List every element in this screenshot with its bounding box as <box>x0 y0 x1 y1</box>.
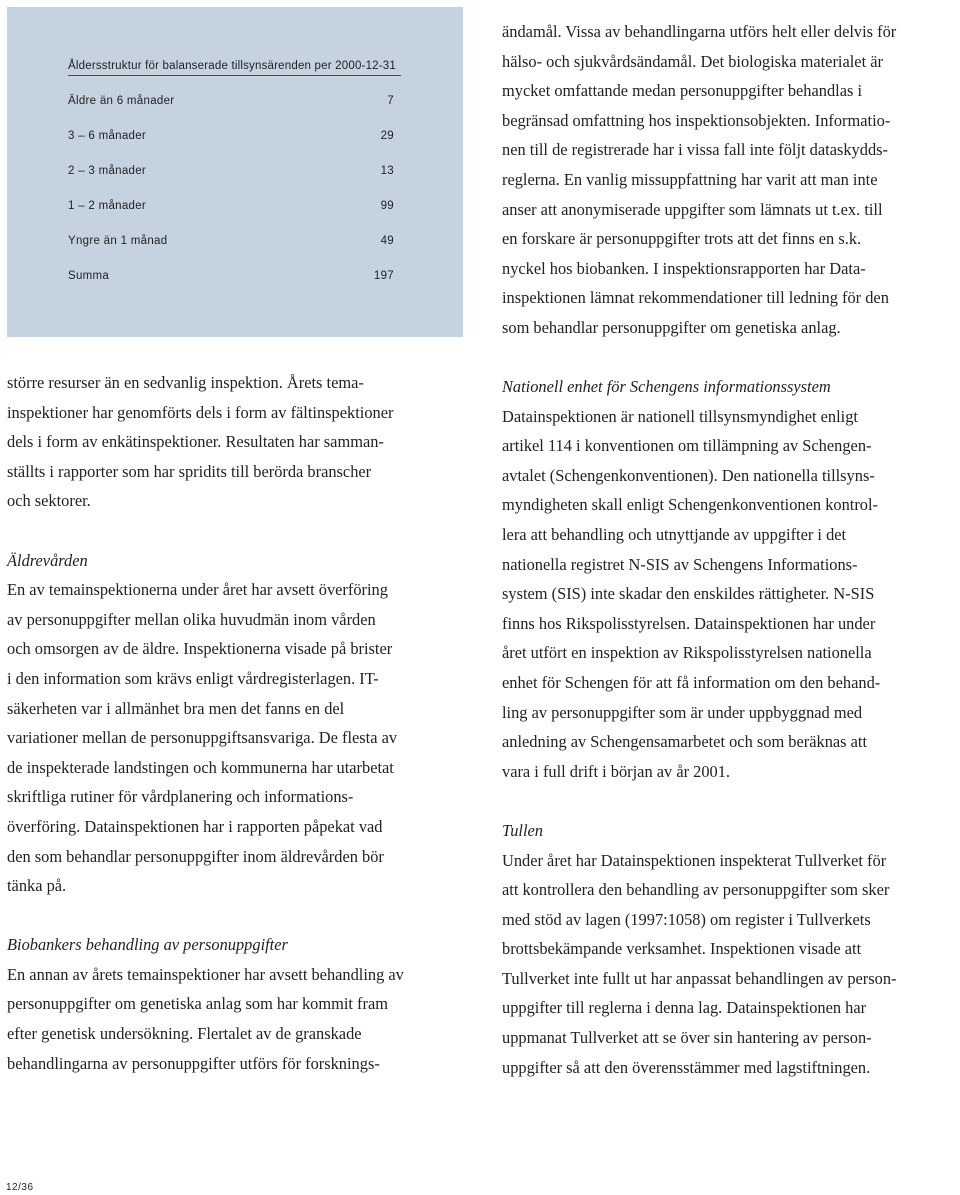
text-line: uppmanat Tullverket att se över sin hantering av person- <box>502 1028 872 1048</box>
text-line: behandlingarna av personuppgifter utförs för forsknings- <box>7 1053 380 1073</box>
age-row-value: 13 <box>380 165 394 177</box>
age-row-value: 49 <box>380 235 394 247</box>
text-line: en forskare är personuppgifter trots att det finns en s.k. <box>502 229 862 249</box>
age-row <box>68 165 394 181</box>
text-line: och omsorgen av de äldre. Inspektionerna visade på brister <box>7 639 393 659</box>
text-line: efter genetisk undersökning. Flertalet av de granskade <box>7 1024 362 1044</box>
text-line: Tullverket inte fullt ut har anpassat behandlingen av person- <box>502 968 897 988</box>
age-row-label: 2 – 3 månader <box>68 165 147 177</box>
text-line: dels i form av enkätinspektioner. Resultaten har samman- <box>7 432 384 452</box>
text-line: av personuppgifter mellan olika huvudmän inom vården <box>7 609 376 629</box>
age-row-value: 29 <box>380 130 394 142</box>
text-line: Under året har Datainspektionen inspekterat Tullverket för <box>502 850 887 870</box>
text-line: nationella registret N-SIS av Schengens Informations- <box>502 554 858 574</box>
text-line: med stöd av lagen (1997:1058) om register i Tullverkets <box>502 909 871 929</box>
text-line: hälso- och sjukvårdsändamål. Det biologiska materialet är <box>502 51 883 71</box>
text-line: och sektorer. <box>7 491 91 511</box>
text-line: de inspekterade landstingen och kommunerna har utarbetat <box>7 757 394 777</box>
text-line: En av temainspektionerna under året har avsett överföring <box>7 580 388 600</box>
text-line: variationer mellan de personuppgiftsansvariga. De flesta av <box>7 728 398 748</box>
age-row <box>68 95 394 111</box>
text-line: personuppgifter om genetiska anlag som har kommit fram <box>7 994 388 1014</box>
section-heading-biobanker: Biobankers behandling av personuppgifter <box>7 935 288 955</box>
age-row <box>68 235 394 251</box>
section-heading-aldrevarden: Äldrevården <box>7 550 88 570</box>
text-line: ändamål. Vissa av behandlingarna utförs helt eller delvis för <box>502 22 897 41</box>
text-line: anser att anonymiserade uppgifter som lämnats ut t.ex. till <box>502 199 883 219</box>
age-row-label: Äldre än 6 månader <box>68 95 175 107</box>
text-line: att kontrollera den behandling av personuppgifter som sker <box>502 880 890 900</box>
text-line: system (SIS) inte skadar den enskildes rättigheter. N-SIS <box>502 584 875 604</box>
age-row-label: Yngre än 1 månad <box>68 235 168 247</box>
text-line: inspektioner har genomförts dels i form av fältinspektioner <box>7 402 394 422</box>
text-line: som behandlar personuppgifter om genetiska anlag. <box>502 317 841 337</box>
age-row-value: 197 <box>373 270 394 282</box>
text-line: vara i full drift i början av år 2001. <box>502 761 731 781</box>
age-structure-table <box>7 7 463 337</box>
text-line: tänka på. <box>7 876 67 896</box>
age-row-label: 1 – 2 månader <box>68 200 147 212</box>
text-line: artikel 114 i konventionen om tillämpning av Schengen- <box>502 436 872 456</box>
text-line: större resurser än en sedvanlig inspektion. Årets tema- <box>7 373 364 392</box>
age-row-label: Summa <box>68 270 110 282</box>
text-line: En annan av årets temainspektioner har avsett behandling av <box>7 964 404 984</box>
text-line: mycket omfattande medan personuppgifter behandlas i <box>502 81 863 101</box>
text-line: myndigheten skall enligt Schengenkonventionen kontrol- <box>502 495 879 515</box>
text-line: lera att behandling och utnyttjande av uppgifter i det <box>502 524 847 544</box>
right-column <box>502 372 897 1082</box>
text-line: nen till de registrerade har i vissa fall inte följt dataskydds- <box>502 140 888 160</box>
text-line: begränsad omfattning hos inspektionsobjekten. Informatio- <box>502 110 891 130</box>
text-line: finns hos Rikspolisstyrelsen. Datainspektionen har under <box>502 613 876 633</box>
text-line: Datainspektionen är nationell tillsynsmyndighet enligt <box>502 406 858 426</box>
text-line: den som behandlar personuppgifter inom äldrevården bör <box>7 846 384 866</box>
text-line: året utfört en inspektion av Rikspolisstyrelsen nationella <box>502 643 872 663</box>
text-line: uppgifter till reglerna i denna lag. Datainspektionen har <box>502 998 867 1018</box>
page-number: 12/36 <box>6 1182 34 1193</box>
text-line: reglerna. En vanlig missuppfattning har varit att man inte <box>502 169 878 189</box>
section-heading-tullen: Tullen <box>502 820 543 840</box>
age-row-value: 99 <box>380 200 394 212</box>
text-line: ling av personuppgifter som är under uppbyggnad med <box>502 702 863 722</box>
age-row <box>68 200 394 216</box>
text-line: nyckel hos biobanken. I inspektionsrapporten har Data- <box>502 258 866 278</box>
left-column <box>7 368 404 1078</box>
text-line: inspektionen lämnat rekommendationer till ledning för den <box>502 288 889 308</box>
text-line: enhet för Schengen för att få information om den behand- <box>502 672 881 692</box>
text-line: i den information som krävs enligt vårdregisterlagen. IT- <box>7 668 379 688</box>
age-row-total <box>68 270 394 286</box>
age-table-title: Åldersstruktur för balanserade tillsynsärenden per 2000-12-31 <box>68 60 401 76</box>
text-line: anledning av Schengensamarbetet och som beräknas att <box>502 732 868 752</box>
text-line: brottsbekämpande verksamhet. Inspektionen visade att <box>502 939 862 959</box>
text-line: ställts i rapporter som har spridits till berörda branscher <box>7 461 372 481</box>
section-heading-schengen: Nationell enhet för Schengens informationssystem <box>502 377 831 396</box>
age-row-label: 3 – 6 månader <box>68 130 147 142</box>
top-right-text <box>502 17 896 343</box>
age-row <box>68 130 394 146</box>
text-line: säkerheten var i allmänhet bra men det fanns en del <box>7 698 345 718</box>
age-row-value: 7 <box>387 95 394 107</box>
text-line: skriftliga rutiner för vårdplanering och informations- <box>7 787 354 807</box>
text-line: avtalet (Schengenkonventionen). Den nationella tillsyns- <box>502 465 875 485</box>
text-line: uppgifter så att den överensstämmer med lagstiftningen. <box>502 1057 871 1077</box>
text-line: överföring. Datainspektionen har i rapporten påpekat vad <box>7 816 383 836</box>
